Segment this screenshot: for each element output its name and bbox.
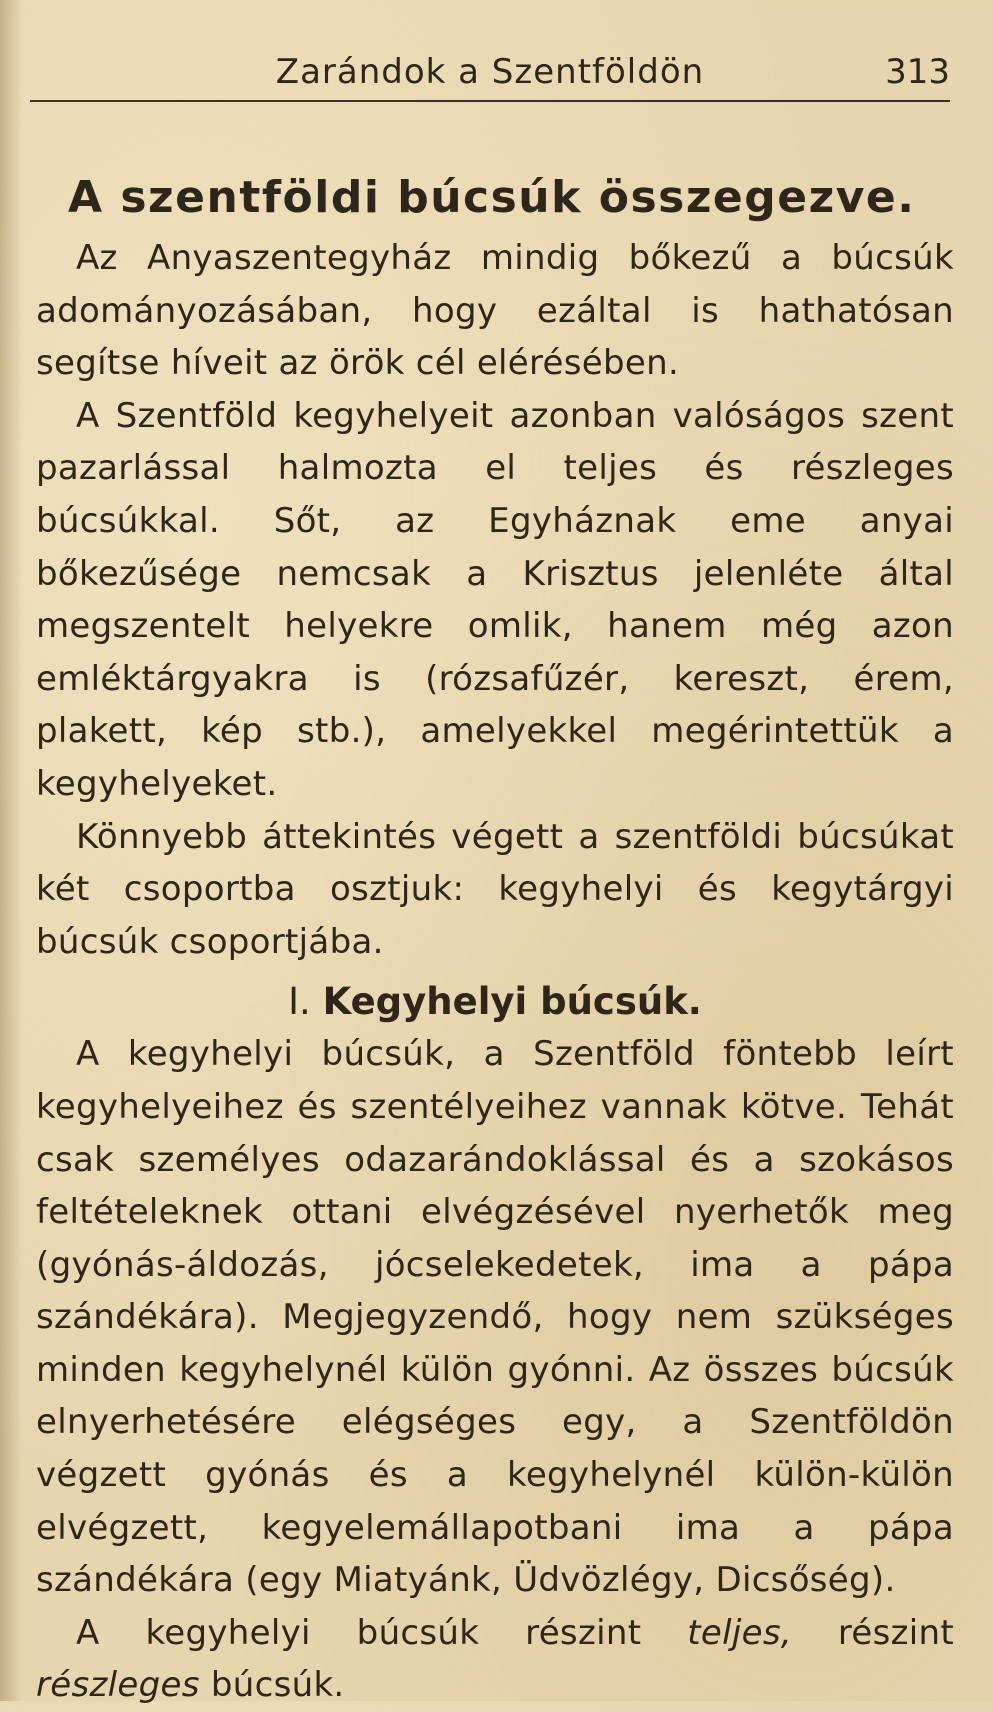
italic-teljes: teljes,	[687, 1612, 792, 1653]
paragraph-4: A kegyhelyi búcsúk, a Szentföld föntebb leírt kegyhelyeihez és szentélyeihez vannak kötve. Tehát csak személyes odazarándoklással és a szokásos feltételeknek ottani elvégzésével nyerhetők meg (gyónás-áldozás, jócselekedetek, ima a pápa szándékára). Megjegyzendő, hogy nem szükséges minden kegyhelynél külön gyónni. Az összes búcsúk elnyerhetésére elégséges egy, a Szentföldön végzett gyónás és a kegyhelynél külön-külön elvégzett, kegyelemállapotbani ima a pápa szándékára (egy Miatyánk, Üdvözlégy, Dicsőség).	[36, 1034, 954, 1601]
page-edge-shadow	[0, 0, 22, 1701]
paragraph-5-end: búcsúk.	[210, 1665, 345, 1706]
paragraph-5-middle: részint	[837, 1612, 955, 1653]
subsection-number: I.	[288, 980, 311, 1024]
running-header	[30, 50, 950, 102]
page-body	[36, 168, 954, 1712]
paragraph-3: Könnyebb áttekintés végett a szentföldi búcsúkat két csoportba osztjuk: kegyhelyi és kegytárgyi búcsúk csoportjába.	[36, 816, 954, 962]
paragraph-5	[36, 1607, 954, 1712]
paragraph-5-start: A kegyhelyi búcsúk részint	[76, 1612, 642, 1653]
header-rule	[30, 100, 950, 102]
subsection-heading	[36, 974, 954, 1030]
subsection-title: Kegyhelyi búcsúk.	[322, 980, 702, 1024]
section-title: A szentföldi búcsúk összegezve.	[68, 172, 916, 223]
paragraph-2: A Szentföld kegyhelyeit azonban valóságos szent pazarlással halmozta el teljes és részleges búcsúkkal. Sőt, az Egyháznak eme anyai bőkezűsége nemcsak a Krisztus jelenléte által megszentelt helyekre omlik, hanem még azon emléktárgyakra is (rózsafűzér, kereszt, érem, plakett, kép stb.), amelyekkel megérintettük a kegyhelyeket.	[36, 395, 954, 804]
page-number: 313	[885, 52, 950, 92]
running-title: Zarándok a Szentföldön	[275, 52, 705, 92]
italic-reszleges: részleges	[36, 1665, 200, 1706]
paragraph-1: Az Anyaszentegyház mindig bőkezű a búcsúk adományozásában, hogy ezáltal is hathatósan segítse híveit az örök cél elérésében.	[36, 238, 954, 384]
